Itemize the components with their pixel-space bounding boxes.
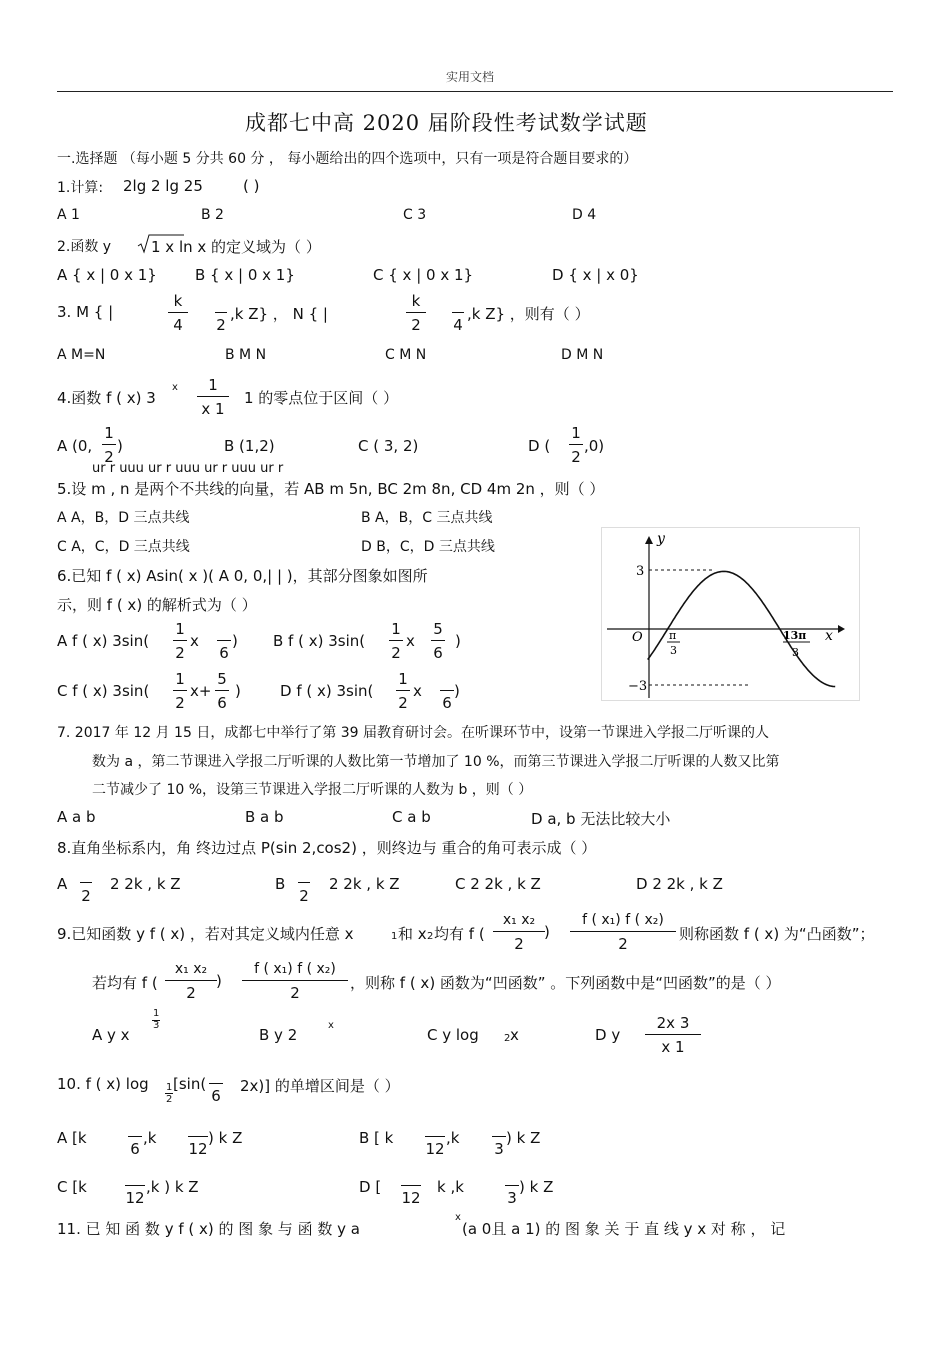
fraction-bar bbox=[173, 640, 187, 641]
q10-d-end: ) k Z bbox=[519, 1178, 554, 1196]
tick2-den: 3 bbox=[792, 646, 799, 659]
q1-option-d: D 4 bbox=[572, 207, 597, 223]
q6-line2: 示，则 f ( x) 的解析式为（ ） bbox=[57, 596, 257, 614]
q9-sub2: 2 bbox=[427, 931, 434, 942]
y-axis-arrow-icon bbox=[645, 536, 653, 544]
origin-label: O bbox=[632, 630, 643, 645]
q7-line3: 二节减少了 10 %，设第三节课进入学报二厅听课的人数为 b ，则（ ） bbox=[92, 782, 533, 798]
q6-d-x: x bbox=[413, 682, 422, 700]
fraction-bar bbox=[197, 396, 229, 397]
q9-den: 2 bbox=[514, 935, 524, 953]
q5-stem: 5.设 m , n 是两个不共线的向量，若 AB m 5n, BC 2m 8n, CD 4m 2n ，则（ ） bbox=[57, 480, 605, 498]
q6-c-x: x+ bbox=[190, 682, 212, 700]
frac-den: 6 bbox=[217, 694, 227, 712]
q9-den: 2 bbox=[618, 935, 628, 953]
q8-stem: 8.直角坐标系内，角 终边过点 P(sin 2,cos2) ，则终边与 重合的角可表示成（ ） bbox=[57, 839, 597, 857]
frac-den: 12 bbox=[425, 1140, 445, 1158]
q7-option-c: C a b bbox=[392, 808, 431, 826]
fraction-bar bbox=[431, 640, 445, 641]
frac-den: 3 bbox=[494, 1140, 504, 1158]
q9-num-a: x₁ x₂ bbox=[502, 912, 536, 928]
q9-num-a: x₁ x₂ bbox=[174, 961, 208, 977]
fraction-bar bbox=[406, 312, 426, 313]
page-title: 成都七中高 2020 届阶段性考试数学试题 bbox=[245, 111, 648, 135]
frac-num: 1 bbox=[398, 670, 408, 688]
q4-d-close: ,0) bbox=[584, 437, 605, 455]
fraction-bar bbox=[173, 690, 187, 691]
frac-num: 5 bbox=[433, 620, 443, 638]
fraction-bar bbox=[396, 690, 410, 691]
q4-a-close: ) bbox=[117, 437, 123, 455]
q9-option-d: D y bbox=[595, 1026, 621, 1044]
frac-den: 2 bbox=[81, 887, 91, 905]
q9-option-a: A y x bbox=[92, 1026, 130, 1044]
q9-have: 均有 f ( bbox=[434, 925, 485, 943]
tick1-den: 3 bbox=[670, 644, 677, 657]
x-axis-label: x bbox=[825, 628, 833, 644]
q9-d-den: x 1 bbox=[661, 1038, 685, 1056]
q9-line1: 9.已知函数 y f ( x) ，若对其定义域内任意 x bbox=[57, 925, 354, 943]
q1-option-c: C 3 bbox=[403, 207, 427, 223]
fraction-bar bbox=[168, 312, 188, 313]
q3-frac3-den: 2 bbox=[411, 316, 421, 334]
q8-option-a-label: A bbox=[57, 875, 68, 893]
q4-tail: 1 的零点位于区间（ ） bbox=[244, 389, 399, 407]
fraction-bar bbox=[165, 980, 217, 981]
q1-expr: 2lg 2 lg 25 bbox=[123, 177, 203, 195]
frac-num: 1 bbox=[175, 620, 185, 638]
q2-option-c: C { x | 0 x 1} bbox=[373, 266, 474, 284]
q11-text: 11. 已 知 函 数 y f ( x) 的 图 象 与 函 数 y a bbox=[57, 1220, 360, 1238]
frac-den: 12 bbox=[125, 1189, 145, 1207]
x-axis-arrow-icon bbox=[838, 625, 845, 633]
frac-den: 3 bbox=[507, 1189, 517, 1207]
fraction-bar bbox=[215, 312, 227, 313]
fraction-bar bbox=[209, 1083, 223, 1084]
q9-tail2: ，则称 f ( x) 函数为“凹函数” 。下列函数中是“凹函数”的是（ ） bbox=[350, 974, 781, 992]
q4-option-b: B (1,2) bbox=[224, 437, 275, 455]
q2-expr: 1 x ln x 的定义域为（ ） bbox=[151, 238, 321, 256]
fraction-bar bbox=[128, 1136, 142, 1137]
q9-close: ) bbox=[216, 972, 222, 990]
q10-a-mid: ,k bbox=[143, 1129, 157, 1147]
q10-expr2: 2x)] 的单增区间是（ ） bbox=[240, 1077, 400, 1095]
y-max-label: 3 bbox=[636, 564, 645, 579]
q10-option-c: C [k bbox=[57, 1178, 87, 1196]
q10-sub-den: 2 bbox=[166, 1094, 173, 1105]
q6-b-x: x bbox=[406, 632, 415, 650]
q10-a-end: ) k Z bbox=[208, 1129, 243, 1147]
q1-stem: 1.计算: bbox=[57, 180, 104, 196]
q9-sub1: 1 bbox=[391, 931, 398, 942]
q5-option-a: A A，B，D 三点共线 bbox=[57, 510, 190, 526]
section-heading: 一.选择题 （每小题 5 分共 60 分 ， 每小题给出的四个选项中，只有一项是符合题目要求的） bbox=[57, 151, 638, 167]
q5-option-b: B A，B，C 三点共线 bbox=[361, 510, 493, 526]
q4-num: 1 bbox=[208, 376, 218, 394]
q3-frac4-den: 4 bbox=[453, 316, 463, 334]
q3-option-b: B M N bbox=[225, 347, 267, 363]
q6-c-close: ) bbox=[235, 682, 241, 700]
tick2-num: 13π bbox=[783, 629, 807, 642]
fraction-bar bbox=[242, 980, 348, 981]
q1-option-b: B 2 bbox=[201, 207, 224, 223]
frac-den: 12 bbox=[188, 1140, 208, 1158]
q2-option-d: D { x | x 0} bbox=[552, 266, 639, 284]
y-axis-label: y bbox=[657, 531, 665, 547]
fraction-bar bbox=[440, 690, 454, 691]
q6-option-d: D f ( x) 3sin( bbox=[280, 682, 374, 700]
q9-a-sup-den: 3 bbox=[153, 1020, 160, 1031]
q4-d-num: 1 bbox=[571, 424, 581, 442]
q10-option-d: D [ bbox=[359, 1178, 382, 1196]
q9-option-b: B y 2 bbox=[259, 1026, 298, 1044]
frac-den: 6 bbox=[130, 1140, 140, 1158]
q6-line1: 6.已知 f ( x) Asin( x )( A 0, 0,| | )，其部分图象如图所 bbox=[57, 567, 428, 585]
q4-den: x 1 bbox=[201, 400, 225, 418]
header-label: 实用文档 bbox=[446, 70, 495, 84]
q8-option-c: C 2 2k , k Z bbox=[455, 875, 541, 893]
q4-option-a: A (0, bbox=[57, 437, 93, 455]
fraction-bar bbox=[215, 690, 229, 691]
q10-b-mid: ,k bbox=[446, 1129, 460, 1147]
frac-num: 1 bbox=[175, 670, 185, 688]
q9-b-sup: x bbox=[328, 1020, 334, 1031]
q4-a-num: 1 bbox=[104, 424, 114, 442]
tick1-num: π bbox=[669, 629, 677, 642]
q10-c-mid: ,k ) k Z bbox=[146, 1178, 199, 1196]
q10-d-mid: k ,k bbox=[437, 1178, 464, 1196]
q7-option-d: D a, b 无法比较大小 bbox=[531, 810, 671, 828]
frac-den: 6 bbox=[219, 644, 229, 662]
frac-den: 12 bbox=[401, 1189, 421, 1207]
q6-option-b: B f ( x) 3sin( bbox=[273, 632, 366, 650]
q6-a-close: ) bbox=[232, 632, 238, 650]
q1-option-a: A 1 bbox=[57, 207, 80, 223]
q5-option-d: D B，C，D 三点共线 bbox=[361, 539, 495, 555]
q7-option-b: B a b bbox=[245, 808, 284, 826]
q9-num-b: f ( x₁) f ( x₂) bbox=[254, 961, 336, 977]
q8-option-b: 2 2k , k Z bbox=[329, 875, 400, 893]
q3-tail: ,k Z} ，则有（ ） bbox=[467, 305, 590, 323]
q9-option-c: C y log bbox=[427, 1026, 479, 1044]
q11-sup: x bbox=[455, 1212, 461, 1223]
sine-graph-figure bbox=[601, 527, 860, 701]
q4-option-c: C ( 3, 2) bbox=[358, 437, 419, 455]
sine-graph-svg bbox=[602, 528, 859, 700]
q3-frac1-den: 4 bbox=[173, 316, 183, 334]
fraction-bar bbox=[505, 1185, 519, 1186]
q9-tail1: 则称函数 f ( x) 为“凸函数”； bbox=[679, 925, 875, 943]
frac-den: 2 bbox=[398, 694, 408, 712]
frac-den: 2 bbox=[175, 694, 185, 712]
fraction-bar bbox=[492, 1136, 506, 1137]
q7-option-a: A a b bbox=[57, 808, 96, 826]
fraction-bar bbox=[217, 640, 231, 641]
q4-option-d: D ( bbox=[528, 437, 551, 455]
fraction-bar bbox=[125, 1185, 145, 1186]
q9-d-num: 2x 3 bbox=[656, 1014, 690, 1032]
fraction-bar bbox=[389, 640, 403, 641]
fraction-bar bbox=[569, 444, 583, 445]
frac-den: 2 bbox=[299, 887, 309, 905]
q10-option-a: A [k bbox=[57, 1129, 87, 1147]
q7-line1: 7. 2017 年 12 月 15 日，成都七中举行了第 39 届教育研讨会。在听课环节中，设第一节课进入学报二厅听课的人 bbox=[57, 725, 770, 741]
q9-c-sub: 2 bbox=[504, 1033, 511, 1044]
fraction-bar bbox=[188, 1136, 208, 1137]
q2-option-b: B { x | 0 x 1} bbox=[195, 266, 295, 284]
fraction-bar bbox=[570, 931, 676, 932]
frac-den: 6 bbox=[211, 1087, 221, 1105]
q3-option-a: A M=N bbox=[57, 347, 106, 363]
fraction-bar bbox=[645, 1034, 701, 1035]
fraction-bar bbox=[102, 444, 116, 445]
q2-option-a: A { x | 0 x 1} bbox=[57, 266, 157, 284]
q8-option-a: 2 2k , k Z bbox=[110, 875, 181, 893]
frac-den: 6 bbox=[442, 694, 452, 712]
q9-a-sup-num: 1 bbox=[153, 1008, 160, 1019]
q5-vector-arrows: ur r uuu ur r uuu ur r uuu ur r bbox=[92, 461, 284, 476]
header-rule bbox=[57, 91, 893, 92]
q11-text2: (a 0且 a 1) 的 图 象 关 于 直 线 y x 对 称 ， 记 bbox=[462, 1220, 786, 1238]
frac-den: 2 bbox=[175, 644, 185, 662]
q9-close: ) bbox=[544, 923, 550, 941]
q3-mid1: ,k Z} ， N { | bbox=[230, 305, 328, 323]
q3-option-c: C M N bbox=[385, 347, 427, 363]
q10-expr: [sin( bbox=[173, 1075, 207, 1093]
frac-den: 2 bbox=[391, 644, 401, 662]
fraction-bar bbox=[493, 931, 545, 932]
q7-line2: 数为 a ，第二节课进入学报二厅听课的人数比第一节增加了 10 %，而第三节课进入学报二厅听课的人数又比第 bbox=[92, 754, 780, 770]
fraction-bar bbox=[425, 1136, 445, 1137]
q8-option-d: D 2 2k , k Z bbox=[636, 875, 723, 893]
frac-den: 6 bbox=[433, 644, 443, 662]
q4-a-den: 2 bbox=[104, 448, 114, 466]
q6-option-c: C f ( x) 3sin( bbox=[57, 682, 150, 700]
fraction-bar bbox=[80, 882, 92, 883]
q9-den: 2 bbox=[186, 984, 196, 1002]
q10-b-end: ) k Z bbox=[506, 1129, 541, 1147]
q6-a-x: x bbox=[190, 632, 199, 650]
fraction-bar bbox=[452, 312, 464, 313]
fraction-bar bbox=[401, 1185, 421, 1186]
q9-den: 2 bbox=[290, 984, 300, 1002]
q6-d-close: ) bbox=[454, 682, 460, 700]
q4-d-den: 2 bbox=[571, 448, 581, 466]
q9-and: 和 x bbox=[398, 925, 427, 943]
frac-num: 1 bbox=[391, 620, 401, 638]
fraction-bar bbox=[298, 882, 310, 883]
q2-stem: 2.函数 y bbox=[57, 239, 112, 255]
q8-option-b-label: B bbox=[275, 875, 286, 893]
q6-b-close: ) bbox=[455, 632, 461, 650]
frac-num: 5 bbox=[217, 670, 227, 688]
q3-lead: 3. M { | bbox=[57, 303, 114, 321]
q4-stem: 4.函数 f ( x) 3 bbox=[57, 389, 156, 407]
q1-paren: ( ) bbox=[243, 177, 260, 195]
q6-option-a: A f ( x) 3sin( bbox=[57, 632, 150, 650]
q10-sub-num: 1 bbox=[166, 1082, 173, 1093]
q9-c-x: x bbox=[510, 1026, 519, 1044]
q3-frac2-den: 2 bbox=[216, 316, 226, 334]
q3-frac1-num: k bbox=[173, 292, 183, 310]
q10-stem: 10. f ( x) log bbox=[57, 1075, 149, 1093]
q3-frac3-num: k bbox=[411, 292, 421, 310]
q9-line2a: 若均有 f ( bbox=[92, 974, 158, 992]
q10-option-b: B [ k bbox=[359, 1129, 394, 1147]
q4-sup: x bbox=[172, 382, 178, 393]
y-min-label: −3 bbox=[628, 679, 648, 694]
q5-option-c: C A，C，D 三点共线 bbox=[57, 539, 190, 555]
q9-num-b: f ( x₁) f ( x₂) bbox=[582, 912, 664, 928]
q3-option-d: D M N bbox=[561, 347, 604, 363]
